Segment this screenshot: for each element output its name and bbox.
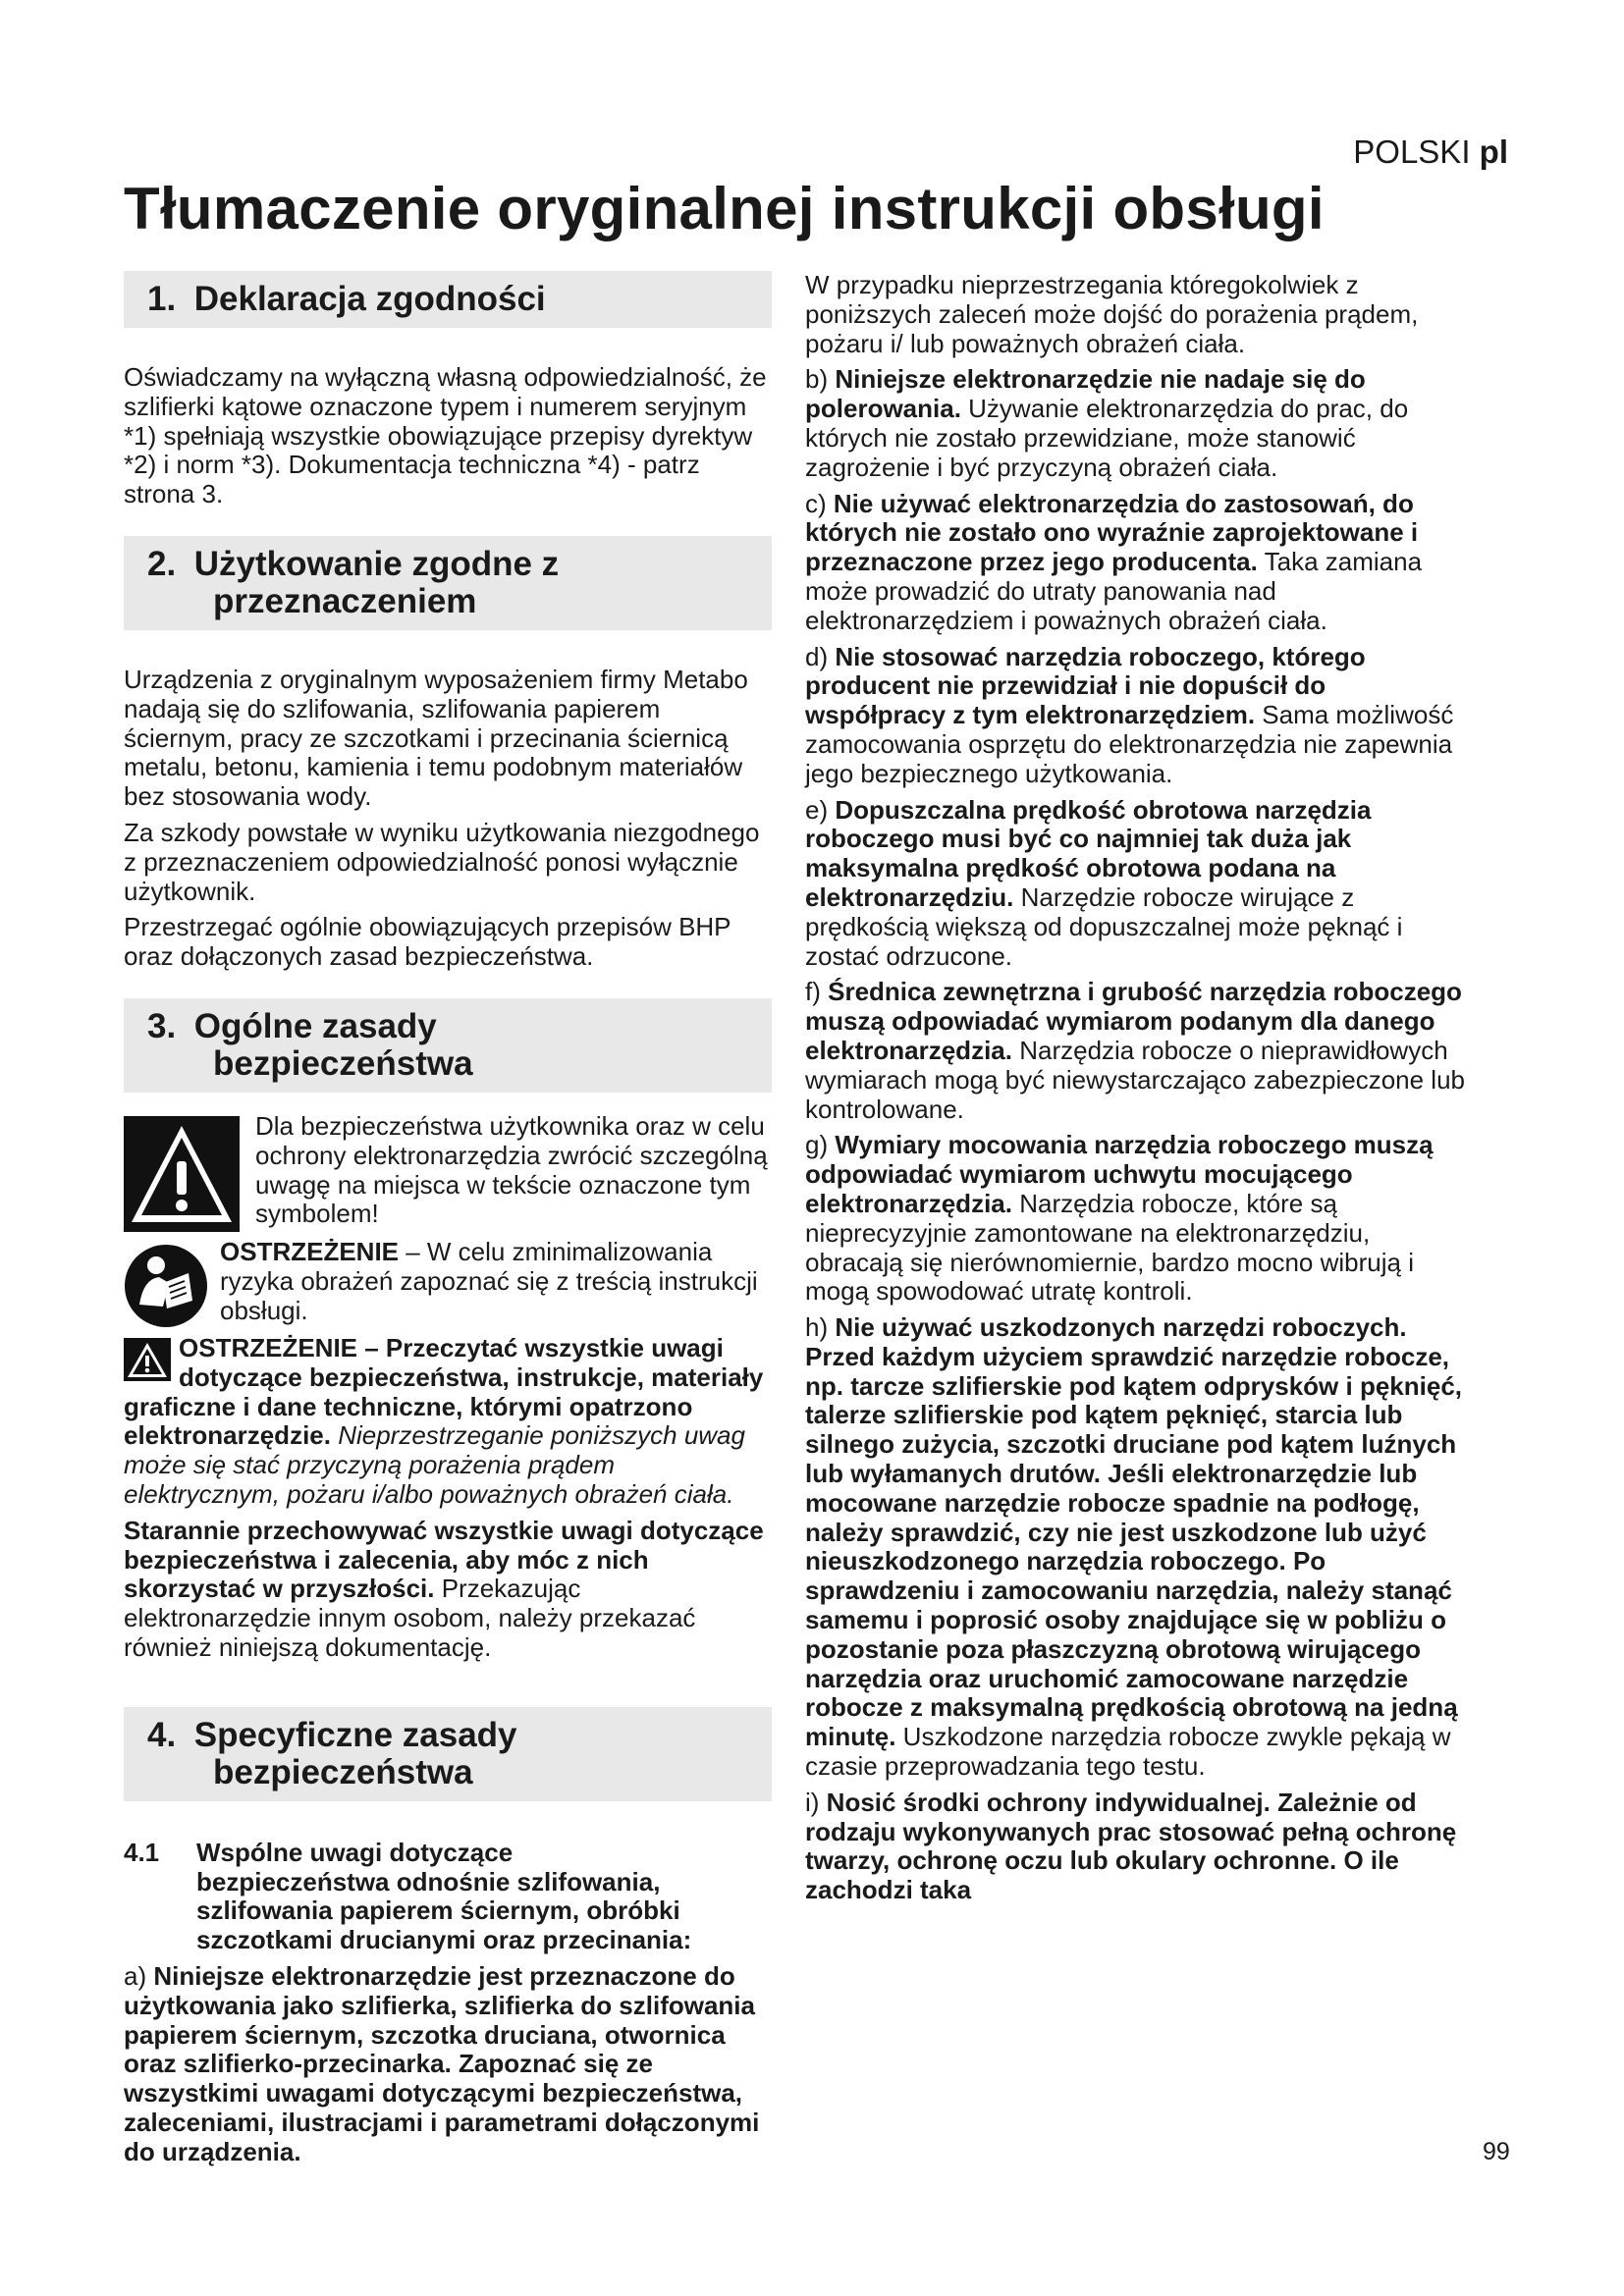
warning-symbol-note	[124, 1112, 772, 1232]
keep-instructions-note: Starannie przechowywać wszystkie uwagi dotyczące bezpieczeństwa i zalecenia, aby móc z nich skorzystać w przyszłości. Przekazując elektronarzędzie innym osobom, należy przekazać również niniejszą dokumentację.	[124, 1515, 764, 1662]
read-manual-note	[124, 1238, 772, 1328]
warning-symbol-text: Dla bezpieczeństwa użytkownika oraz w celu ochrony elektronarzędzia zwrócić szczególną uwagę na miejsca w tekście oznaczone tym symbolem!	[255, 1110, 768, 1229]
item-h: h) Nie używać uszkodzonych narzędzi roboczych. Przed każdym użyciem sprawdzić narzędzie robocze, np. tarcze szlifierskie pod kątem odprysków i pęknięć, talerze szlifierskie pod kątem pęknięć, starcia lub silnego zużycia, szczotki druciane pod kątem luźnych lub wyłamanych drutów. Jeśli elektronarzędzie lub mocowane narzędzie robocze spadnie na podłogę, należy sprawdzić, czy nie jest uszkodzone lub użyć nieuszkodzonego narzędzia roboczego. Po sprawdzeniu i zamocowaniu narzędzia, należy stanąć samemu i poprosić osoby znajdujące się w pobliżu o pozostanie poza płaszczyzną obrotową wirującego narzędzia oraz uruchomić zamocowane narzędzie robocze z maksymalną prędkością obrotową na jedną minutę. Uszkodzone narzędzia robocze zwykle pękają w czasie przeprowadzania tego testu.	[805, 1312, 1463, 1782]
read-manual-icon	[124, 1244, 208, 1328]
page-title: Tłumaczenie oryginalnej instrukcji obsługi	[124, 176, 1325, 241]
item-d: d) Nie stosować narzędzia roboczego, którego producent nie przewidział i nie dopuścił do współpracy z tym elektronarzędziem. Sama możliwość zamocowania osprzętu do elektronarzędzia nie zapewnia jego bezpiecznego użytkowania.	[805, 641, 1454, 788]
general-warning: OSTRZEŻENIE – Przeczytać wszystkie uwagi dotyczące bezpieczeństwa, instrukcje, materiały graficzne i dane techniczne, którymi opatrzono elektronarzędzie. Nieprzestrzeganie poniższych uwag może się stać przyczyną porażenia prądem elektrycznym, pożaru i/albo poważnych obrażeń ciała.	[124, 1332, 764, 1509]
item-e: e) Dopuszczalna prędkość obrotowa narzędzia roboczego musi być co najmniej tak duża jak maksymalna prędkość obrotowa podana na elektronarzędziu. Narzędzie robocze wirujące z prędkością większą od dopuszczalnej może pęknąć i zostać odrzucone.	[805, 794, 1403, 971]
section-2-paragraph: Za szkody powstałe w wyniku użytkowania niezgodnego z przeznaczeniem odpowiedzialność ponosi wyłącznie użytkownik.	[124, 817, 760, 906]
item-a-continued: W przypadku nieprzestrzegania któregokolwiek z poniższych zaleceń może dojść do porażenia prądem, pożaru i/ lub poważnych obrażeń ciała.	[805, 270, 1419, 358]
section-4-heading: 4. Specyficzne zasady bezpieczeństwa	[124, 1707, 772, 1801]
subsection-4-1-heading: 4.1 Wspólne uwagi dotyczące bezpieczeństwa odnośnie szlifowania, szlifowania papierem ściernym, obróbki szczotkami drucianymi oraz przecinania:	[124, 1837, 692, 1955]
section-3-heading: 3. Ogólne zasady bezpieczeństwa	[124, 998, 772, 1093]
right-column	[805, 271, 1469, 1912]
section-2-paragraph: Przestrzegać ogólnie obowiązujących przepisów BHP oraz dołączonych zasad bezpieczeństwa.	[124, 912, 731, 972]
section-1-text: Oświadczamy na wyłączną własną odpowiedzialność, że szlifierki kątowe oznaczone typem i numerem seryjnym *1) spełniają wszystkie obowiązujące przepisy dyrektyw *2) i norm *3). Dokumentacja techniczna *4) - patrz strona 3.	[124, 362, 767, 509]
item-b: b) Niniejsze elektronarzędzie nie nadaje się do polerowania. Używanie elektronarzędzia do prac, do których nie zostało przewidziane, może stanowić zagrożenie i być przyczyną obrażeń ciała.	[805, 364, 1409, 482]
language-label: POLSKI pl	[1353, 133, 1508, 170]
left-column	[124, 271, 772, 2173]
page-number: 99	[1483, 2138, 1510, 2165]
item-c: c) Nie używać elektronarzędzia do zastosowań, do których nie zostało ono wyraźnie zaprojektowane i przeznaczone przez jego producenta. Taka zamiana może prowadzić do utraty panowania nad elektronarzędziem i poważnych obrażeń ciała.	[805, 488, 1423, 635]
manual-warning-text: – W celu zminimalizowania ryzyka obrażeń zapoznać się z treścią instrukcji obsługi.	[220, 1236, 758, 1325]
warning-triangle-icon	[124, 1116, 240, 1232]
item-f: f) Średnica zewnętrzna i grubość narzędzia roboczego muszą odpowiadać wymiarom podanym dla danego elektronarzędzia. Narzędzia robocze o nieprawidłowych wymiarach mogą być niewystarczająco zabezpieczone lub kontrolowane.	[805, 977, 1465, 1124]
section-2-heading: 2. Użytkowanie zgodne z przeznaczeniem	[124, 536, 772, 630]
warning-triangle-small-icon	[124, 1338, 171, 1381]
item-i: i) Nosić środki ochrony indywidualnej. Zależnie od rodzaju wykonywanych prac stosować pełną ochronę twarzy, ochronę oczu lub okulary ochronne. O ile zachodzi taka	[805, 1787, 1457, 1905]
item-g: g) Wymiary mocowania narzędzia roboczego muszą odpowiadać wymiarom uchwytu mocującego elektronarzędzia. Narzędzia robocze, które są nieprecyzyjnie zamontowane na elektronarzędziu, obracają się nierównomiernie, bardzo mocno wibrują i mogą spowodować utratę kontroli.	[805, 1130, 1434, 1307]
manual-warning-bold: OSTRZEŻENIE	[220, 1236, 400, 1266]
section-2-paragraph: Urządzenia z oryginalnym wyposażeniem firmy Metabo nadają się do szlifowania, szlifowania papierem ściernym, pracy ze szczotkami i przecinania ściernicą metalu, betonu, kamienia i temu podobnym materiałów bez stosowania wody.	[124, 664, 748, 812]
section-1-heading: 1. Deklaracja zgodności	[124, 271, 772, 328]
item-a: a) Niniejsze elektronarzędzie jest przeznaczone do użytkowania jako szlifierka, szlifierka do szlifowania papierem ściernym, szczotka druciana, otwornica oraz szlifierko-przecinarka. Zapoznać się ze wszystkimi uwagami dotyczącymi bezpieczeństwa, zaleceniami, ilustracjami i parametrami dołączonymi do urządzenia.	[124, 1960, 760, 2166]
